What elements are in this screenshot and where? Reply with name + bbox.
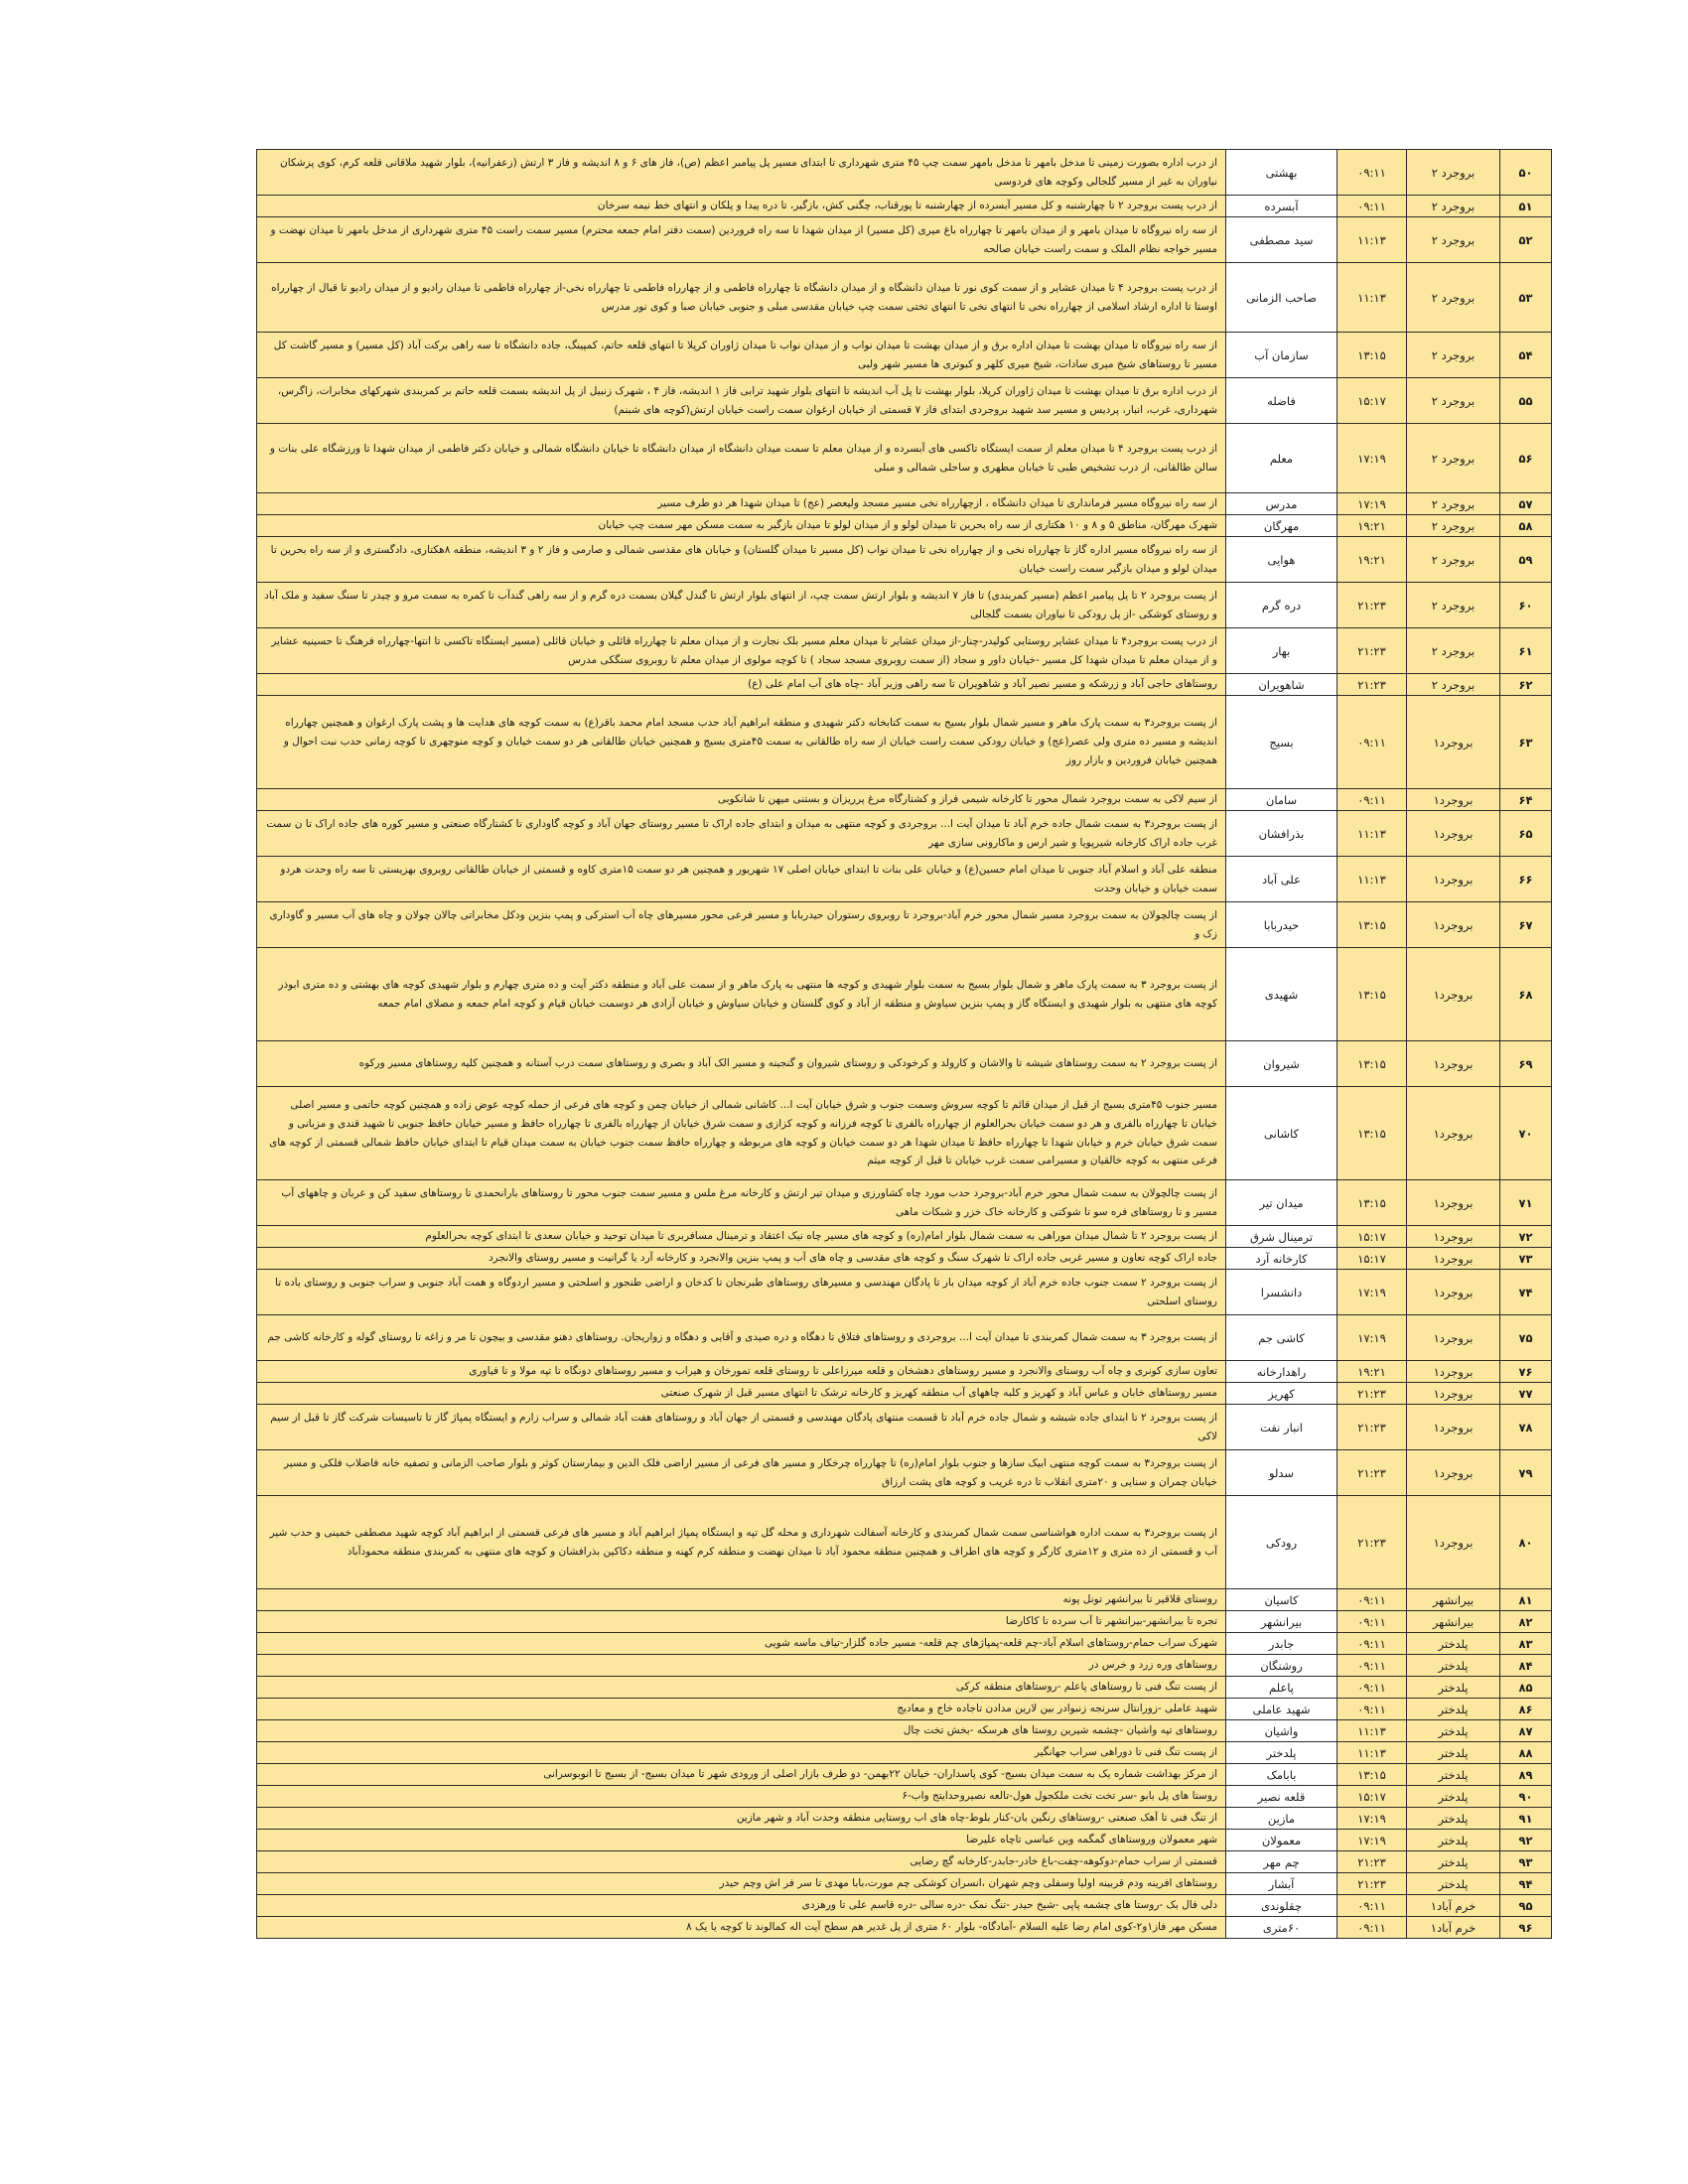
table-row (257, 628, 1552, 674)
feeder-name: راهدارخانه (1226, 1361, 1337, 1383)
outage-time: ۲۱:۲۳ (1337, 1873, 1407, 1895)
row-number: ۵۶ (1500, 424, 1552, 493)
row-number: ۵۲ (1500, 217, 1552, 263)
outage-time: ۱۷:۱۹ (1337, 1315, 1407, 1361)
area-description: از سه راه نیروگاه مسیر اداره گاز تا چهارراه نخی و از چهارراه نخی تا میدان نواب (کل مسیر تا میدان گلستان) و خیابان های مقدسی شمالی و صارمی و فاز ۲ و ۳ اندیشه، منطقه ۸هکتاری، دادگستری و از سه راه بحرین تا میدان لولو و میدان بازگیر سمت راست خیابان (257, 537, 1226, 583)
city-name: پلدختر (1407, 1677, 1500, 1699)
table-body (257, 150, 1552, 1939)
area-description: از پست بروجرد۳ به سمت کوچه منتهی ابیک سازها و جنوب بلوار امام(ره) تا چهارراه چرخکار و مسیر های فرعی از مسیر اراضی فلک الدین و بیمارستان کوثر و بلوار صاحب الزمانی و تصفیه خانه فاضلاب فلکی و مسیر خیابان چمران و سنایی و ۲۰متری انقلاب تا دره غریب و کوچه های پشت ارزاق (257, 1450, 1226, 1496)
outage-time: ۲۱:۲۳ (1337, 1383, 1407, 1405)
row-number: ۸۸ (1500, 1742, 1552, 1764)
table-row (257, 1589, 1552, 1611)
table-row (257, 424, 1552, 493)
row-number: ۸۰ (1500, 1496, 1552, 1589)
table-row (257, 1786, 1552, 1808)
row-number: ۸۷ (1500, 1720, 1552, 1742)
city-name: بروجرد۱ (1407, 1383, 1500, 1405)
feeder-name: سید مصطفی (1226, 217, 1337, 263)
city-name: پلدختر (1407, 1786, 1500, 1808)
row-number: ۹۲ (1500, 1830, 1552, 1851)
city-name: بروجرد ۲ (1407, 263, 1500, 333)
row-number: ۷۲ (1500, 1226, 1552, 1248)
table-row (257, 1895, 1552, 1917)
row-number: ۶۲ (1500, 674, 1552, 696)
city-name: بروجرد۱ (1407, 811, 1500, 857)
outage-time: ۱۱:۱۳ (1337, 1720, 1407, 1742)
area-description: از درب اداره برق تا میدان بهشت تا میدان ژاوران کرپلا، بلوار بهشت تا پل آب اندیشه تا انتهای بلوار شهید ترابی فاز ۱ اندیشه، فاز ۴ ، شهرک زنبیل از پل اندیشه بسمت قلعه حاتم بر کمربندی شهرکهای مخابرات، زاگرس، شهرداری، غرب، انبار، پردیس و مسیر سد شهید بروجردی ابتدای فاز ۷ قسمتی از خیابان ارغوان سمت راست خیابان ارتش(کوچه های شبنم) (257, 378, 1226, 424)
feeder-name: چم مهر (1226, 1851, 1337, 1873)
feeder-name: سازمان آب (1226, 333, 1337, 378)
feeder-name: مهرگان (1226, 515, 1337, 537)
table-row (257, 263, 1552, 333)
outage-time: ۲۱:۲۳ (1337, 583, 1407, 628)
area-description: مسکن مهر فاز۱و۲-کوی امام رضا علیه السلام -آمادگاه- بلوار ۶۰ متری از پل غدیر هم سطح آیت اله کمالوند تا کوچه یا یک ۸ (257, 1917, 1226, 1939)
table-row (257, 1248, 1552, 1270)
outage-time: ۱۱:۱۳ (1337, 811, 1407, 857)
area-description: از مرکز بهداشت شماره یک به سمت میدان بسیج- کوی پاسداران- خیابان ۲۲بهمن- دو طرف بازار اصلی از ورودی شهر تا میدان بسیج- از بسیج تا انوبوسرانی (257, 1764, 1226, 1786)
area-description: از پست چالچولان به سمت بروجرد مسیر شمال محور خرم آباد-بروجرد تا روبروی رستوران حیدربابا و مسیر فرعی محور مسیرهای چاه آب استرکی و پمپ بنزین ودکل مخابراتی چالان چولان و چاه های آب مسیر و گاوداری زک و (257, 902, 1226, 948)
table-row (257, 1655, 1552, 1677)
area-description: منطقه علی آباد و اسلام آباد جنوبی تا میدان امام حسین(ع) و خیابان علی بنات تا ابتدای خیابان اصلی ۱۷ شهریور و همچنین هر دو سمت ۱۵متری کاوه و قسمتی از خیابان طالقانی روبروی بهزیستی تا سه راه وحدت هردو سمت خیابان و خیابان وحدت (257, 857, 1226, 902)
city-name: بروجرد ۲ (1407, 217, 1500, 263)
row-number: ۹۱ (1500, 1808, 1552, 1830)
row-number: ۶۹ (1500, 1041, 1552, 1087)
outage-time: ۱۱:۱۳ (1337, 217, 1407, 263)
table-row (257, 811, 1552, 857)
table-row (257, 378, 1552, 424)
area-description: تعاون سازی کونری و چاه آب روستای والانجرد و مسیر روستاهای دهشخان و قلعه میرزاعلی تا روستای قلعه تمورخان و هیراب و مسیر روستاهای دونگاه تا تپه مولا و تا فیاوری (257, 1361, 1226, 1383)
row-number: ۹۰ (1500, 1786, 1552, 1808)
area-description: روستاهای حاجی آباد و زرشکه و مسیر نصیر آباد و شاهویران تا سه راهی وزیر آباد -چاه های آب امام علی (ع) (257, 674, 1226, 696)
outage-time: ۱۱:۱۳ (1337, 1742, 1407, 1764)
row-number: ۹۵ (1500, 1895, 1552, 1917)
row-number: ۷۷ (1500, 1383, 1552, 1405)
feeder-name: فاضله (1226, 378, 1337, 424)
table-row (257, 1270, 1552, 1315)
outage-time: ۱۷:۱۹ (1337, 1808, 1407, 1830)
city-name: بروجرد۱ (1407, 1248, 1500, 1270)
area-description: شهر معمولان وروستاهای گمگمه وین عباسی تاچاه علیرضا (257, 1830, 1226, 1851)
feeder-name: مدرس (1226, 493, 1337, 515)
feeder-name: قلعه نصیر (1226, 1786, 1337, 1808)
row-number: ۵۴ (1500, 333, 1552, 378)
table-row (257, 1742, 1552, 1764)
feeder-name: آبشار (1226, 1873, 1337, 1895)
area-description: روستا های پل بابو -سر تخت تخت ملکجول هول-تالعه نصیروحدایتج واب-۶ (257, 1786, 1226, 1808)
city-name: بروجرد۱ (1407, 1270, 1500, 1315)
city-name: پلدختر (1407, 1655, 1500, 1677)
area-description: از تنگ فنی تا آهک صنعتی -روستاهای رنگین بان-کنار بلوط-چاه های اب روستایی منطقه وحدت آباد و شهر مازین (257, 1808, 1226, 1830)
feeder-name: حیدربابا (1226, 902, 1337, 948)
outage-time: ۰۹:۱۱ (1337, 1655, 1407, 1677)
feeder-name: شیروان (1226, 1041, 1337, 1087)
row-number: ۷۶ (1500, 1361, 1552, 1383)
area-description: قسمتی از سراب حمام-دوکوهه-چفت-باغ خادر-جابدر-کارخانه گچ رضایی (257, 1851, 1226, 1873)
area-description: روستای قلاقیر تا بیرانشهر تونل پونه (257, 1589, 1226, 1611)
table-row (257, 1405, 1552, 1450)
outage-time: ۱۵:۱۷ (1337, 1226, 1407, 1248)
area-description: جاده اراک کوچه تعاون و مسیر غربی جاده اراک تا شهرک سنگ و کوچه های مقدسی و چاه های آب و پمپ بنزین والانجرد و کارخانه آرد یا گرانیت و مسیر روستای والانجرد (257, 1248, 1226, 1270)
table-row (257, 583, 1552, 628)
city-name: بیرانشهر (1407, 1589, 1500, 1611)
area-description: روستاهای وره زرد و خرس در (257, 1655, 1226, 1677)
table-row (257, 150, 1552, 196)
outage-time: ۰۹:۱۱ (1337, 1589, 1407, 1611)
outage-time: ۰۹:۱۱ (1337, 196, 1407, 217)
table-row (257, 1830, 1552, 1851)
row-number: ۹۳ (1500, 1851, 1552, 1873)
area-description: از درب اداره بصورت زمینی تا مدخل بامهر تا مدخل بامهر سمت چپ ۴۵ متری شهرداری تا ابتدای مسیر پل پیامبر اعظم (ص)، فاز های ۶ و ۸ اندیشه و فاز ۳ ارتش (زعفرانیه)، بلوار شهید ملاقانی قلعه کرم، کوی پزشکان نیاوران به غیر از مسیر گلجالی وکوچه های فردوسی (257, 150, 1226, 196)
table-row (257, 1677, 1552, 1699)
feeder-name: پاعلم (1226, 1677, 1337, 1699)
table-row (257, 196, 1552, 217)
table-row (257, 1764, 1552, 1786)
outage-time: ۰۹:۱۱ (1337, 1699, 1407, 1720)
city-name: بروجرد۱ (1407, 902, 1500, 948)
outage-time: ۰۹:۱۱ (1337, 1895, 1407, 1917)
city-name: بروجرد۱ (1407, 696, 1500, 789)
area-description: از سه راه نیروگاه تا میدان بامهر و از میدان بامهر تا چهارراه باغ میری (کل مسیر) از میدان شهدا تا سه راه فروردین (سمت دفتر امام جمعه محترم) مسیر سمت راست ۴۵ متری شهرداری از مدخل بامهر تا میدان نهضت و مسیر خواجه نظام الملک و سمت راست خیابان صالحه (257, 217, 1226, 263)
outage-time: ۱۷:۱۹ (1337, 424, 1407, 493)
row-number: ۷۵ (1500, 1315, 1552, 1361)
area-description: مسیر روستاهای خابان و عباس آباد و کهریز و کلبه چاههای آب منطقه کهریز و کارخانه ترشک تا انتهای مسیر قبل از شهرک صنعتی (257, 1383, 1226, 1405)
feeder-name: بابامک (1226, 1764, 1337, 1786)
outage-time: ۱۳:۱۵ (1337, 1764, 1407, 1786)
outage-time: ۱۷:۱۹ (1337, 493, 1407, 515)
city-name: پلدختر (1407, 1873, 1500, 1895)
outage-time: ۱۹:۲۱ (1337, 1361, 1407, 1383)
row-number: ۵۳ (1500, 263, 1552, 333)
row-number: ۷۴ (1500, 1270, 1552, 1315)
table-row (257, 1917, 1552, 1939)
row-number: ۶۴ (1500, 789, 1552, 811)
outage-time: ۱۵:۱۷ (1337, 378, 1407, 424)
outage-time: ۱۹:۲۱ (1337, 515, 1407, 537)
feeder-name: بیرانشهر (1226, 1611, 1337, 1633)
area-description: از پست بروجرد ۲ تا شمال میدان موراهی به سمت شمال بلوار امام(ره) و کوچه های مسیر چاه نیک اعتقاد و ترمینال مسافربری تا میدان توحید و خیابان سعدی تا ابتدای کوچه بحرالعلوم (257, 1226, 1226, 1248)
feeder-name: سامان (1226, 789, 1337, 811)
table-row (257, 515, 1552, 537)
outage-time: ۱۳:۱۵ (1337, 902, 1407, 948)
row-number: ۷۱ (1500, 1180, 1552, 1226)
feeder-name: روشنگان (1226, 1655, 1337, 1677)
feeder-name: میدان تیر (1226, 1180, 1337, 1226)
city-name: بروجرد۱ (1407, 948, 1500, 1041)
table-row (257, 1087, 1552, 1180)
area-description: شهرک مهرگان، مناطق ۵ و ۸ و ۱۰ هکتاری از سه راه بحرین تا میدان لولو و از میدان لولو تا میدان بازگیر به سمت مسکن مهر سمت چپ خیابان (257, 515, 1226, 537)
city-name: بروجرد ۲ (1407, 196, 1500, 217)
city-name: پلدختر (1407, 1808, 1500, 1830)
feeder-name: شاهویران (1226, 674, 1337, 696)
city-name: بروجرد۱ (1407, 789, 1500, 811)
feeder-name: بهشتی (1226, 150, 1337, 196)
area-description: از سیم لاکی به سمت بروجرد شمال محور تا کارخانه شیمی فراز و کشتارگاه مرغ پرریزان و بستنی میهن تا شانکوبی (257, 789, 1226, 811)
row-number: ۷۰ (1500, 1087, 1552, 1180)
outage-time: ۱۳:۱۵ (1337, 1041, 1407, 1087)
area-description: شهرک سراب حمام-روستاهای اسلام آباد-چم قلعه-پمپاژهای چم قلعه- مسیر جاده گلزار-تیاف ماسه شویی (257, 1633, 1226, 1655)
table-row (257, 1450, 1552, 1496)
outage-time: ۱۱:۱۳ (1337, 263, 1407, 333)
table-row (257, 217, 1552, 263)
feeder-name: معمولان (1226, 1830, 1337, 1851)
row-number: ۶۷ (1500, 902, 1552, 948)
area-description: روستاهای تپه واشیان -چشمه شیرین روستا های هرسکه -بخش تخت چال (257, 1720, 1226, 1742)
row-number: ۵۹ (1500, 537, 1552, 583)
table-row (257, 1361, 1552, 1383)
row-number: ۸۲ (1500, 1611, 1552, 1633)
area-description: از درب پست بروجرد ۴ تا میدان معلم از سمت ایستگاه تاکسی های آبسرده و از میدان معلم تا سمت میدان دانشگاه از میدان دانشگاه تا خیابان دانشگاه شمالی و خیابان دکتر فاطمی از میدان شهدا تا ورزشگاه علی بنات و سالن طالقانی، از درب تشخیص طبی تا خیابان مطهری و ساحلی شمالی و مبلی (257, 424, 1226, 493)
outage-schedule-table (256, 149, 1552, 1939)
area-description: روستاهای افرینه ودم قربینه اولیا وسفلی وچم شهران ،انسران کوشکی چم مورت،بابا مهدی تا سر فر اش وچم حیدر (257, 1873, 1226, 1895)
feeder-name: دانشسرا (1226, 1270, 1337, 1315)
table-row (257, 1226, 1552, 1248)
row-number: ۹۶ (1500, 1917, 1552, 1939)
area-description: از پست چالچولان به سمت شمال محور خرم آباد-بروجرد حدب مورد چاه کشاورزی و میدان تیر ارتش و کارخانه مرغ ملس و مسیر سمت جنوب محور تا روستاهای بارانحمدی تا روستاهای سفید کن و عربان و چاههای آب مسیر و تا روستاهای فره سو تا شوکتی و کارخانه خاک خزر و شبکات ماهی (257, 1180, 1226, 1226)
table-row (257, 789, 1552, 811)
feeder-name: بذرافشان (1226, 811, 1337, 857)
city-name: بروجرد ۲ (1407, 333, 1500, 378)
city-name: بروجرد ۲ (1407, 583, 1500, 628)
table-row (257, 1180, 1552, 1226)
table-row (257, 537, 1552, 583)
city-name: پلدختر (1407, 1830, 1500, 1851)
row-number: ۷۹ (1500, 1450, 1552, 1496)
city-name: بروجرد ۲ (1407, 424, 1500, 493)
area-description: از پست تنگ فنی تا دوراهی سراب جهانگیر (257, 1742, 1226, 1764)
feeder-name: کهریز (1226, 1383, 1337, 1405)
outage-time: ۲۱:۲۳ (1337, 674, 1407, 696)
area-description: از پست بروجرد ۲ به سمت روستاهای شیشه تا والاشان و کارولد و کرخودکی و روستای شیروان و گنجینه و مسیر الک آباد و بصری و روستاهای سمت درب آستانه و همچنین کلیه روستاهای مسیر ورکوه (257, 1041, 1226, 1087)
row-number: ۵۱ (1500, 196, 1552, 217)
outage-time: ۰۹:۱۱ (1337, 1917, 1407, 1939)
row-number: ۶۶ (1500, 857, 1552, 902)
feeder-name: بسیج (1226, 696, 1337, 789)
outage-time: ۲۱:۲۳ (1337, 628, 1407, 674)
area-description: از پست بروجرد۳ به سمت شمال جاده خرم آباد تا میدان آیت ا... بروجردی و کوچه منتهی به میدان و ابتدای جاده اراک تا مسیر روستای جهان آباد و کوچه گاوداری تا کشتارگاه صنعتی و مسیر کوره های جاده اراک تا ن سمت غرب جاده اراک کارخانه شیرپویا و شیر ارس و ماکارونی سازی مهر (257, 811, 1226, 857)
city-name: بروجرد ۲ (1407, 150, 1500, 196)
feeder-name: سدلو (1226, 1450, 1337, 1496)
city-name: بروجرد۱ (1407, 857, 1500, 902)
outage-time: ۰۹:۱۱ (1337, 1633, 1407, 1655)
feeder-name: ترمینال شرق (1226, 1226, 1337, 1248)
table-row (257, 1851, 1552, 1873)
row-number: ۶۳ (1500, 696, 1552, 789)
row-number: ۵۷ (1500, 493, 1552, 515)
outage-time: ۱۷:۱۹ (1337, 1270, 1407, 1315)
area-description: از پست بروجرد ۳ به سمت شمال کمربندی تا میدان آیت ا... بروجردی و روستاهای فتلاق تا دهگاه و دره صیدی و آقایی و دهگاه و زواریجان. روستاهای دهنو مقدسی و بیچون تا مر و زاغه تا روستای گوله و کارخانه کاشی جم (257, 1315, 1226, 1361)
row-number: ۶۰ (1500, 583, 1552, 628)
feeder-name: پلدختر (1226, 1742, 1337, 1764)
feeder-name: رودکی (1226, 1496, 1337, 1589)
row-number: ۵۸ (1500, 515, 1552, 537)
city-name: بروجرد۱ (1407, 1405, 1500, 1450)
feeder-name: چقلوندی (1226, 1895, 1337, 1917)
feeder-name: کارخانه آرد (1226, 1248, 1337, 1270)
area-description: از درب پست بروجرد ۲ تا چهارشنبه و کل مسیر آبسرده از چهارشنبه تا پورقناب، چگنی کش، بازگیر، تا دره پیدا و پلکان و انتهای خط نیمه سرخان (257, 196, 1226, 217)
city-name: خرم آباد۱ (1407, 1895, 1500, 1917)
area-description: از پست بروجرد۳ به سمت اداره هواشناسی سمت شمال کمربندی و کارخانه آسفالت شهرداری و محله گل تپه و ایستگاه پمپاژ ابراهیم آباد و مسیر های فرعی قسمتی از ابراهیم آباد کوچه شهید مصطفی خمینی و حدب شیر آب و قسمتی از ده متری و ۱۲متری کارگر و کوچه های اطراف و همچنین منطقه محمود آباد تا میدان نهضت و منطقه کرم کهنه و منطقه دکاکین بذرافشان و کوچه های منتهی به کمربندی منطقه محمودآباد (257, 1496, 1226, 1589)
outage-time: ۱۳:۱۵ (1337, 1087, 1407, 1180)
table-row (257, 1633, 1552, 1655)
feeder-name: جابدر (1226, 1633, 1337, 1655)
row-number: ۸۱ (1500, 1589, 1552, 1611)
city-name: بروجرد۱ (1407, 1315, 1500, 1361)
feeder-name: واشیان (1226, 1720, 1337, 1742)
table-row (257, 1611, 1552, 1633)
city-name: بروجرد۱ (1407, 1361, 1500, 1383)
table-row (257, 493, 1552, 515)
row-number: ۸۴ (1500, 1655, 1552, 1677)
table-row (257, 1315, 1552, 1361)
table-row (257, 1720, 1552, 1742)
row-number: ۹۴ (1500, 1873, 1552, 1895)
feeder-name: هوایی (1226, 537, 1337, 583)
city-name: بروجرد۱ (1407, 1450, 1500, 1496)
city-name: بروجرد ۲ (1407, 628, 1500, 674)
feeder-name: کاسیان (1226, 1589, 1337, 1611)
feeder-name: بهار (1226, 628, 1337, 674)
outage-time: ۰۹:۱۱ (1337, 696, 1407, 789)
city-name: خرم آباد۱ (1407, 1917, 1500, 1939)
table-row (257, 674, 1552, 696)
area-description: از پست بروجرد ۲ تا پل پیامبر اعظم (مسیر کمربندی) تا فاز ۷ اندیشه و بلوار ارتش سمت چپ، از انتهای بلوار ارتش تا گندل گیلان بسمت دره گرم و از سه راهی گندآب تا کمره به سمت مرو و چیدر تا سنگ سفید و ملک آباد و روستای کوشکی -از پل رودکی تا نیاوران بسمت گلجالی (257, 583, 1226, 628)
table-row (257, 1496, 1552, 1589)
feeder-name: کاشانی (1226, 1087, 1337, 1180)
feeder-name: ۶۰متری (1226, 1917, 1337, 1939)
area-description: تجره تا بیرانشهر-بیرانشهر تا آب سرده تا کاکارضا (257, 1611, 1226, 1633)
area-description: از درب پست بروجرد۴ تا میدان عشایر روستایی کولیدر-چنار-از میدان عشایر تا میدان معلم مسیر بلک نجارت و از میدان معلم تا چهارراه قائلی و خیابان قائلی (مسیر ایستگاه تاکسی تا انتها-چهارراه فرهنگ تا حسینیه عشایر و از میدان معلم تا میدان شهدا کل مسیر -خیابان داور و سجاد (از سمت روبروی مسجد سجاد ) تا کوچه مولوی از میدان معلم تا روبروی سنگکی مدرس (257, 628, 1226, 674)
feeder-name: کاشی جم (1226, 1315, 1337, 1361)
table-row (257, 1808, 1552, 1830)
table-row (257, 333, 1552, 378)
table-row (257, 902, 1552, 948)
city-name: بروجرد۱ (1407, 1226, 1500, 1248)
city-name: بیرانشهر (1407, 1611, 1500, 1633)
table-row (257, 1699, 1552, 1720)
city-name: پلدختر (1407, 1742, 1500, 1764)
row-number: ۵۵ (1500, 378, 1552, 424)
table-row (257, 948, 1552, 1041)
feeder-name: انبار نفت (1226, 1405, 1337, 1450)
feeder-name: شهید عاملی (1226, 1699, 1337, 1720)
outage-time: ۱۵:۱۷ (1337, 1248, 1407, 1270)
feeder-name: معلم (1226, 424, 1337, 493)
city-name: پلدختر (1407, 1633, 1500, 1655)
area-description: از پست بروجرد ۲ سمت جنوب جاده خرم آباد از کوچه میدان بار تا پادگان مهندسی و مسیرهای روستاهای طبرنجان تا کدخان و اراضی طنجور و اسلحتی و مسیر اردوگاه و همت آباد جنوبی و سراب جنوبی و روستای باده تا روستای اسلحتی (257, 1270, 1226, 1315)
outage-time: ۰۹:۱۱ (1337, 789, 1407, 811)
city-name: بروجرد ۲ (1407, 537, 1500, 583)
table-row (257, 696, 1552, 789)
outage-time: ۰۹:۱۱ (1337, 1611, 1407, 1633)
city-name: بروجرد ۲ (1407, 493, 1500, 515)
area-description: از سه راه نیروگاه مسیر فرمانداری تا میدان دانشگاه ، ازچهارراه نخی مسیر مسجد ولیعصر (عج) تا میدان شهدا هر دو طرف مسیر (257, 493, 1226, 515)
feeder-name: مازین (1226, 1808, 1337, 1830)
row-number: ۵۰ (1500, 150, 1552, 196)
area-description: از سه راه نیروگاه تا میدان بهشت تا میدان اداره برق و از میدان بهشت تا میدان نواب و از میدان نواب تا میدان ژاوران کرپلا تا انتهای قلعه حاتم، کمپینگ، جاده دانشگاه تا سه راهی برکت آباد (کل مسیر) و مسیر گاشت کل مسیر تا روستاهای شیخ میری سادات، شیخ میری کلهر و کبوتری ها مسیر شهر ولبی (257, 333, 1226, 378)
city-name: پلدختر (1407, 1764, 1500, 1786)
city-name: پلدختر (1407, 1699, 1500, 1720)
row-number: ۸۵ (1500, 1677, 1552, 1699)
outage-time: ۲۱:۲۳ (1337, 1851, 1407, 1873)
area-description: از پست بروجرد ۳ به سمت پارک ماهر و شمال بلوار بسیج به سمت بلوار شهیدی و کوچه ها منتهی به پارک ماهر و از سمت علی آباد و منطقه دکتر آیت و ده متری چهارم و بلوار شهیدی کوچه های بهشتی و ده متری ابوذر کوچه های منتهی به بلوار شهیدی و ایستگاه گاز و پمپ بنزین سیاوش و منطقه از آباد و کوی گلستان و خیابان سیاوش و خیابان آزادی هر دوسمت خیابان قیام و کوچه امام جمعه و مصلای امام جمعه (257, 948, 1226, 1041)
outage-time: ۱۳:۱۵ (1337, 948, 1407, 1041)
row-number: ۸۹ (1500, 1764, 1552, 1786)
outage-time: ۰۹:۱۱ (1337, 150, 1407, 196)
outage-time: ۱۳:۱۵ (1337, 1180, 1407, 1226)
area-description: مسیر جنوب ۴۵متری بسیج از قبل از میدان قائم تا کوچه سروش وسمت جنوب و شرق خیابان آیت ا... کاشانی شمالی از خیابان چمن و کوچه های فرعی از حمله کوچه عوض زاده و همچنین کوچه حاتمی و مسیر اصلی خیابان تا چهارراه بالفری و هر دو سمت خیابان بحرالعلوم از چهارراه بالفری تا کوچه فرزانه و کوچه کزازی و سمت شرق خیابان از چهارراه بالفری تا چهارراه حافظ و مسیر خیابان حافظ جنوبی تا شهید قندی و مزبانی و سمت شرق خیابان خرم و خیابان شهدا تا چهارراه حافظ تا میدان شهدا هر دو سمت خیابان و کوچه های مربوطه و چهارراه حافظ سمت جنوب خیابان به سمت میدان قیام تا ابتدای خیابان حافظ شمالی قسمتی از کوچه های فرعی منتهی به کوچه خالقیان و مسیرامی سمت غرب خیابان تا قبل از کوچه میثم (257, 1087, 1226, 1180)
area-description: دلی فال بک -روستا های چشمه پاپی -شیخ حیدر -تنگ نمک -دره سالی -دره قاسم علی تا ورهزدی (257, 1895, 1226, 1917)
city-name: بروجرد ۲ (1407, 674, 1500, 696)
city-name: بروجرد ۲ (1407, 378, 1500, 424)
row-number: ۶۸ (1500, 948, 1552, 1041)
area-description: از درب پست بروجرد ۴ تا میدان عشایر و از سمت کوی نور تا میدان دانشگاه و از میدان دانشگاه تا چهارراه فاطمی و از چهارراه فاطمی تا چهارراه نخی-از چهارراه فاطمی تا میدان رادیو و از میدان رادیو تا قبال از چهارراه اوستا تا اداره ارشاد اسلامی از چهارراه نخی تا انتهای نخی تا انتهای تختی سمت چپ خیابان مقدسی مبلی و جنوبی خیابان صبا و کوی نور مدرس (257, 263, 1226, 333)
area-description: از پست بروجرد ۲ تا ابتدای جاده شبشه و شمال جاده خرم آباد تا قسمت منتهای پادگان مهندسی و قسمتی از جهان آباد و روستاهای هفت آباد شمالی و سراب زارم و ایستگاه پمپاژ گاز تا تاسیسات شرکت گاز تا قبل از سیم لاکی (257, 1405, 1226, 1450)
city-name: بروجرد۱ (1407, 1087, 1500, 1180)
outage-time: ۱۹:۲۱ (1337, 537, 1407, 583)
area-description: از پست تنگ فنی تا روستاهای پاعلم -روستاهای منطقه کرکی (257, 1677, 1226, 1699)
city-name: پلدختر (1407, 1851, 1500, 1873)
city-name: بروجرد۱ (1407, 1180, 1500, 1226)
outage-time: ۱۵:۱۷ (1337, 1786, 1407, 1808)
table-row (257, 1873, 1552, 1895)
row-number: ۶۱ (1500, 628, 1552, 674)
row-number: ۶۵ (1500, 811, 1552, 857)
table-row (257, 857, 1552, 902)
feeder-name: علی آباد (1226, 857, 1337, 902)
feeder-name: صاحب الزمانی (1226, 263, 1337, 333)
table-row (257, 1383, 1552, 1405)
outage-time: ۱۷:۱۹ (1337, 1830, 1407, 1851)
row-number: ۷۸ (1500, 1405, 1552, 1450)
outage-time: ۱۳:۱۵ (1337, 333, 1407, 378)
city-name: بروجرد۱ (1407, 1496, 1500, 1589)
city-name: پلدختر (1407, 1720, 1500, 1742)
outage-time: ۰۹:۱۱ (1337, 1677, 1407, 1699)
outage-time: ۱۱:۱۳ (1337, 857, 1407, 902)
table-row (257, 1041, 1552, 1087)
row-number: ۸۳ (1500, 1633, 1552, 1655)
outage-time: ۲۱:۲۳ (1337, 1450, 1407, 1496)
feeder-name: آبسرده (1226, 196, 1337, 217)
area-description: شهید عاملی -زورانتال سرنجه زنبوادر بین لارین مدادن تاجاده خاج و معادیج (257, 1699, 1226, 1720)
area-description: از پست بروجرد۳ به سمت پارک ماهر و مسیر شمال بلوار بسیج به سمت کتابخانه دکتر شهیدی و منطقه ابراهیم آباد حدب مسجد امام محمد باقر(ع) به سمت کوچه های هدایت ها و پشت پارک ارغوان و همچنین چهارراه اندیشه و مسیر ده متری ولی عصر(عج) و خیابان رودکی سمت راست خیابان از سه راه طالقانی به سمت ۴۵متری بسیج و همچنین خیابان طالقانی هر دو سمت خیابان و کوچه منوچهری تا کوچه زمانی حدب نبت احوال و همچنین خیابان فروردین و بازار روز (257, 696, 1226, 789)
feeder-name: شهیدی (1226, 948, 1337, 1041)
city-name: بروجرد ۲ (1407, 515, 1500, 537)
city-name: بروجرد۱ (1407, 1041, 1500, 1087)
feeder-name: دره گرم (1226, 583, 1337, 628)
row-number: ۸۶ (1500, 1699, 1552, 1720)
outage-time: ۲۱:۲۳ (1337, 1496, 1407, 1589)
row-number: ۷۳ (1500, 1248, 1552, 1270)
outage-time: ۲۱:۲۳ (1337, 1405, 1407, 1450)
